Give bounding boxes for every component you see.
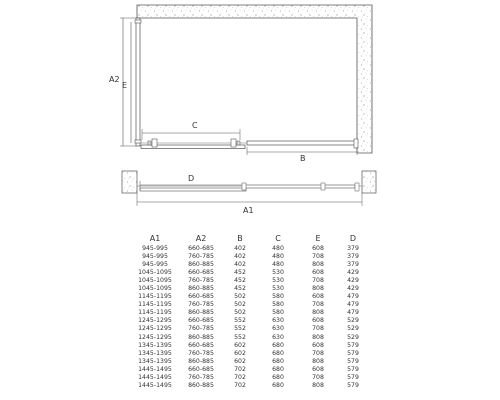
table-cell: 1345-1395 [138, 341, 172, 349]
table-cell: 552 [234, 325, 246, 333]
table-row [130, 342, 368, 350]
wall-hatch [137, 5, 372, 153]
table-cell: 708 [312, 373, 324, 381]
table-cell: 580 [272, 309, 284, 317]
label-d: D [188, 174, 195, 183]
table-cell: 579 [347, 341, 359, 349]
panel-bracket-top [135, 20, 141, 23]
roller-right [231, 139, 236, 147]
table-row [130, 382, 368, 390]
table-cell: 452 [234, 285, 246, 293]
table-cell: 760-785 [188, 277, 214, 285]
table-cell: 602 [234, 357, 246, 365]
bottom-view [122, 171, 376, 215]
table-cell: 708 [312, 277, 324, 285]
table-cell: 530 [272, 285, 284, 293]
table-row [130, 309, 368, 317]
table-cell: 808 [312, 333, 324, 341]
table-cell: 608 [312, 317, 324, 325]
table-cell: 860-885 [188, 333, 214, 341]
table-cell: 760-785 [188, 373, 214, 381]
table-cell: 580 [272, 301, 284, 309]
handle-right [237, 141, 240, 145]
table-cell: 402 [234, 245, 246, 252]
table-cell: 630 [272, 317, 284, 325]
fixed-glass-panel [247, 141, 357, 145]
table-cell: 760-785 [188, 301, 214, 309]
table-cell: 402 [234, 261, 246, 269]
table-row [130, 293, 368, 301]
table-row [130, 269, 368, 277]
label-a1: A1 [243, 206, 254, 215]
table-cell: 602 [234, 341, 246, 349]
table-cell: 1245-1295 [138, 317, 172, 325]
wall-right-block [362, 171, 376, 193]
label-e: E [122, 81, 128, 90]
panel-bracket-bottom [135, 140, 141, 143]
table-cell: 708 [312, 325, 324, 333]
table-cell: 608 [312, 341, 324, 349]
table-cell: 608 [312, 269, 324, 277]
table-cell: 529 [347, 333, 359, 341]
table-cell: 708 [312, 253, 324, 261]
table-row [130, 277, 368, 285]
table-cell: 579 [347, 373, 359, 381]
table-row [130, 374, 368, 382]
table-cell: 660-685 [188, 365, 214, 373]
table-header-row [130, 232, 368, 245]
table-cell: 402 [234, 253, 246, 261]
table-cell: 608 [312, 365, 324, 373]
table-cell: 860-885 [188, 285, 214, 293]
table-row [130, 317, 368, 325]
table-cell: 479 [347, 293, 359, 301]
table-cell: 808 [312, 381, 324, 389]
header-a1: A1 [149, 234, 161, 243]
top-view [109, 5, 372, 163]
table-cell: 660-685 [188, 293, 214, 301]
table-cell: 1245-1295 [138, 325, 172, 333]
table-cell: 860-885 [188, 261, 214, 269]
table-cell: 708 [312, 349, 324, 357]
header-d: D [349, 234, 357, 243]
table-cell: 945-995 [142, 253, 168, 261]
header-b: B [237, 234, 243, 243]
handle-left [148, 141, 151, 145]
table-cell: 452 [234, 277, 246, 285]
dimension-table [130, 232, 368, 390]
table-row [130, 245, 368, 253]
table-row [130, 285, 368, 293]
table-row [130, 366, 368, 374]
table-cell: 579 [347, 349, 359, 357]
table-cell: 808 [312, 309, 324, 317]
table-cell: 479 [347, 309, 359, 317]
table-cell: 1145-1195 [138, 293, 172, 301]
label-c: C [192, 121, 198, 130]
table-cell: 429 [347, 277, 359, 285]
table-cell: 630 [272, 325, 284, 333]
table-cell: 945-995 [142, 261, 168, 269]
table-row [130, 261, 368, 269]
bottom-fixed-glass [245, 185, 355, 188]
table-cell: 680 [272, 373, 284, 381]
table-row [130, 334, 368, 342]
table-cell: 945-995 [142, 245, 168, 252]
table-cell: 680 [272, 381, 284, 389]
table-cell: 1145-1195 [138, 309, 172, 317]
table-cell: 860-885 [188, 309, 214, 317]
table-cell: 630 [272, 333, 284, 341]
table-cell: 580 [272, 293, 284, 301]
table-body [130, 245, 368, 390]
table-cell: 1445-1495 [138, 373, 172, 381]
table-cell: 602 [234, 349, 246, 357]
table-cell: 480 [272, 253, 284, 261]
table-cell: 608 [312, 293, 324, 301]
bottom-end-profile [355, 183, 359, 191]
table-cell: 860-885 [188, 357, 214, 365]
table-cell: 502 [234, 293, 246, 301]
bottom-roller-1 [242, 183, 246, 190]
table-row [130, 358, 368, 366]
table-cell: 680 [272, 365, 284, 373]
table-row [130, 325, 368, 333]
bottom-roller-2 [321, 183, 325, 190]
wall-left-block [122, 171, 137, 193]
header-e: E [315, 234, 321, 243]
table-cell: 1345-1395 [138, 349, 172, 357]
table-cell: 660-685 [188, 341, 214, 349]
table-cell: 860-885 [188, 381, 214, 389]
table-cell: 702 [234, 373, 246, 381]
table-cell: 379 [347, 245, 359, 252]
table-cell: 379 [347, 253, 359, 261]
bottom-sliding-door [140, 188, 246, 191]
table-cell: 429 [347, 269, 359, 277]
table-cell: 808 [312, 261, 324, 269]
table-row [130, 301, 368, 309]
table-cell: 1345-1395 [138, 357, 172, 365]
header-a2: A2 [195, 234, 207, 243]
wall-profile [354, 139, 358, 148]
table-cell: 579 [347, 365, 359, 373]
table-cell: 808 [312, 285, 324, 293]
table-cell: 502 [234, 301, 246, 309]
table-cell: 708 [312, 301, 324, 309]
table-cell: 552 [234, 333, 246, 341]
fixed-side-panel [136, 18, 140, 146]
table-cell: 1145-1195 [138, 301, 172, 309]
table-cell: 760-785 [188, 325, 214, 333]
table-cell: 529 [347, 325, 359, 333]
table-cell: 429 [347, 285, 359, 293]
table-cell: 808 [312, 357, 324, 365]
table-cell: 680 [272, 349, 284, 357]
table-cell: 579 [347, 357, 359, 365]
table-cell: 530 [272, 277, 284, 285]
table-cell: 680 [272, 357, 284, 365]
table-cell: 552 [234, 317, 246, 325]
table-cell: 608 [312, 245, 324, 252]
table-cell: 1045-1095 [138, 285, 172, 293]
table-cell: 480 [272, 261, 284, 269]
table-cell: 502 [234, 309, 246, 317]
table-cell: 760-785 [188, 253, 214, 261]
table-cell: 379 [347, 261, 359, 269]
table-cell: 1245-1295 [138, 333, 172, 341]
label-a2: A2 [109, 75, 120, 84]
table-cell: 660-685 [188, 245, 214, 252]
table-row [130, 253, 368, 261]
table-cell: 1045-1095 [138, 277, 172, 285]
table-row [130, 350, 368, 358]
table-cell: 1445-1495 [138, 381, 172, 389]
table-cell: 702 [234, 381, 246, 389]
table-cell: 680 [272, 341, 284, 349]
table-cell: 579 [347, 381, 359, 389]
table-cell: 660-685 [188, 317, 214, 325]
table-cell: 480 [272, 245, 284, 252]
roller-left [152, 139, 157, 147]
table-cell: 452 [234, 269, 246, 277]
table-cell: 529 [347, 317, 359, 325]
table-cell: 530 [272, 269, 284, 277]
table-cell: 760-785 [188, 349, 214, 357]
table-cell: 1445-1495 [138, 365, 172, 373]
table-cell: 1045-1095 [138, 269, 172, 277]
label-b: B [300, 154, 306, 163]
header-c: C [275, 234, 281, 243]
table-cell: 479 [347, 301, 359, 309]
table-cell: 702 [234, 365, 246, 373]
table-cell: 660-685 [188, 269, 214, 277]
